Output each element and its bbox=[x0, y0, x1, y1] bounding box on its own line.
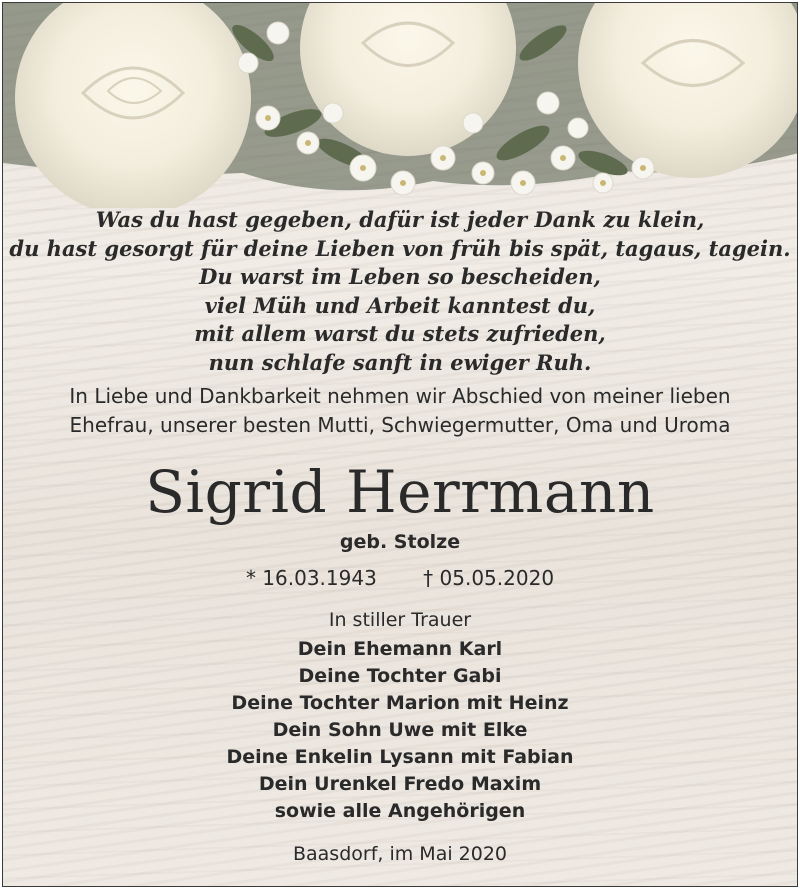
place-and-date: Baasdorf, im Mai 2020 bbox=[292, 843, 508, 865]
mourners-list bbox=[3, 636, 797, 825]
poem-line: nun schlafe sanft in ewiger Ruh. bbox=[208, 349, 592, 375]
intro-text bbox=[3, 382, 797, 440]
poem-line: viel Müh und Arbeit kanntest du, bbox=[204, 292, 596, 318]
birth-date: * 16.03.1943 bbox=[245, 566, 377, 590]
poem-line: du hast gesorgt für deine Lieben von früh bis spät, tagaus, tagein. bbox=[9, 235, 791, 261]
poem bbox=[3, 206, 797, 377]
poem-line: Du warst im Leben so bescheiden, bbox=[199, 264, 601, 289]
poem-line: mit allem warst du stets zufrieden, bbox=[194, 321, 606, 346]
mourner: Dein Sohn Uwe mit Elke bbox=[272, 719, 528, 741]
poem-line: Was du hast gegeben, dafür ist jeder Dank zu klein, bbox=[95, 207, 705, 232]
deceased-name: Sigrid Herrmann bbox=[145, 458, 655, 526]
intro-line: Ehefrau, unserer besten Mutti, Schwiegermutter, Oma und Uroma bbox=[69, 413, 731, 437]
mourner: Dein Urenkel Fredo Maxim bbox=[258, 773, 542, 795]
mourner: Dein Ehemann Karl bbox=[297, 638, 503, 660]
mourner: sowie alle Angehörigen bbox=[274, 800, 526, 822]
death-date: † 05.05.2020 bbox=[423, 566, 555, 590]
life-dates bbox=[3, 566, 797, 590]
mourner: Deine Tochter Marion mit Heinz bbox=[231, 692, 569, 714]
intro-line: In Liebe und Dankbarkeit nehmen wir Abschied von meiner lieben bbox=[69, 384, 731, 408]
obituary-card bbox=[2, 2, 798, 887]
mourner: Deine Enkelin Lysann mit Fabian bbox=[226, 746, 574, 768]
white-roses-image bbox=[3, 3, 798, 208]
mourner: Deine Tochter Gabi bbox=[298, 665, 502, 687]
mourning-heading: In stiller Trauer bbox=[328, 609, 472, 631]
maiden-name: geb. Stolze bbox=[339, 531, 461, 553]
